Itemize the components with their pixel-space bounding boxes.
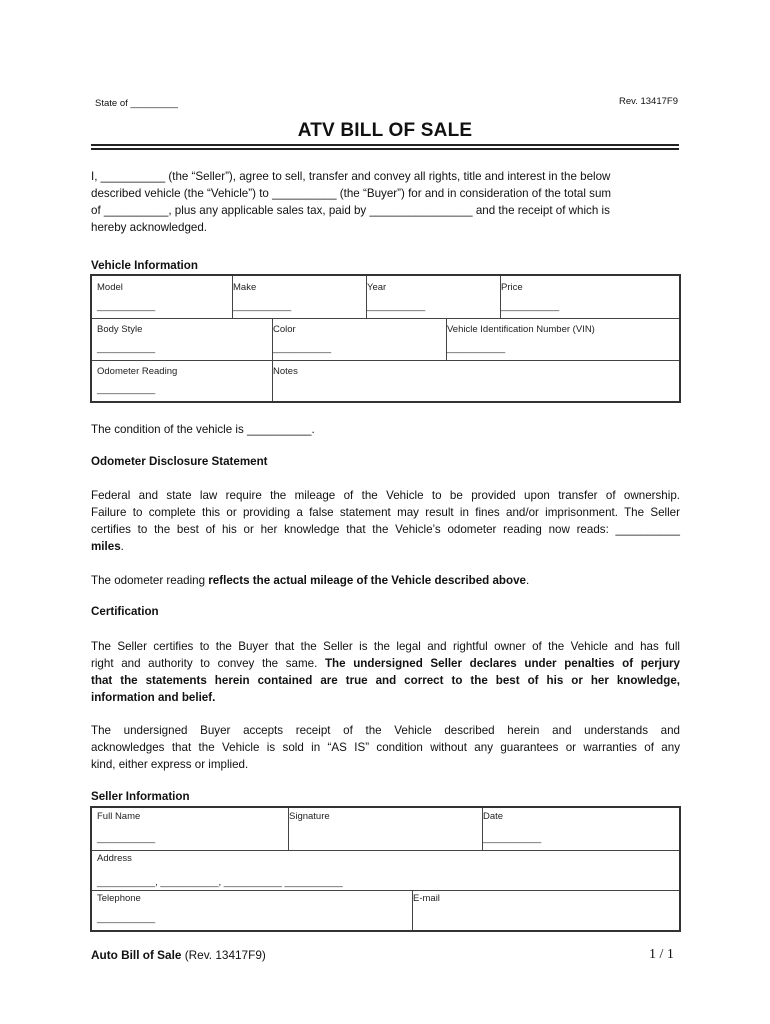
odometer-blank: ___________ xyxy=(97,384,156,395)
odometer-label: Odometer Reading xyxy=(97,366,178,377)
paragraph-line: The Seller certifies to the Buyer that the Seller is the legal and rightful owner of the Vehicle and has full xyxy=(91,640,680,653)
vehicle-info-heading: Vehicle Information xyxy=(91,259,198,272)
signature-cell[interactable] xyxy=(284,808,482,850)
paragraph-line: information and belief. xyxy=(91,691,216,704)
page-number: 1 / 1 xyxy=(649,947,674,962)
footer-title-rev: (Rev. 13417F9) xyxy=(181,948,266,962)
cert-plain: right and authority to convey the same. xyxy=(91,657,325,670)
odometer-cell[interactable] xyxy=(92,360,272,401)
reading-bold: reflects the actual mileage of the Vehicle described above xyxy=(208,574,526,587)
address-cell[interactable] xyxy=(92,850,679,890)
intro-line: described vehicle (the “Vehicle”) to __________ (the “Buyer”) for and in consideration of the total sum xyxy=(91,187,612,200)
vehicle-row-3 xyxy=(92,360,679,401)
title-rule-top xyxy=(91,144,679,146)
seller-row-2 xyxy=(92,850,679,890)
paragraph-line: Federal and state law require the mileage of the Vehicle to be provided upon transfer of ownership. xyxy=(91,489,680,502)
notes-label: Notes xyxy=(273,366,298,377)
telephone-label: Telephone xyxy=(97,893,141,904)
certification-paragraph-1 xyxy=(91,638,680,706)
make-cell[interactable] xyxy=(228,276,366,318)
intro-line: of __________, plus any applicable sales tax, paid by ________________ and the receipt of which is xyxy=(91,204,610,217)
body-style-blank: ___________ xyxy=(97,343,156,354)
vehicle-row-1 xyxy=(92,276,679,318)
title-rule-bottom xyxy=(91,148,679,150)
odometer-disclosure-heading: Odometer Disclosure Statement xyxy=(91,455,268,468)
revision-number: Rev. 13417F9 xyxy=(619,96,678,107)
price-cell[interactable] xyxy=(496,276,679,318)
paragraph-line: certifies to the best of his or her knowledge that the Vehicle’s odometer reading now reads: __________ xyxy=(91,523,680,536)
state-label: State of _________ xyxy=(95,98,178,109)
body-style-label: Body Style xyxy=(97,324,143,335)
body-style-cell[interactable] xyxy=(92,318,272,360)
year-label: Year xyxy=(367,282,387,293)
paragraph-line: The undersigned Buyer accepts receipt of the Vehicle described herein and understands and xyxy=(91,724,680,737)
color-label: Color xyxy=(273,324,296,335)
odometer-reading-statement xyxy=(91,572,529,589)
paragraph-line: Failure to complete this or providing a false statement may result in fines and/or imprisonment. The Seller xyxy=(91,506,680,519)
seller-row-3 xyxy=(92,890,679,930)
certification-paragraph-2 xyxy=(91,722,680,773)
cert-bold: The undersigned Seller declares under penalties of perjury xyxy=(324,657,680,670)
model-cell[interactable] xyxy=(92,276,232,318)
paragraph-line: acknowledges that the Vehicle is sold in “AS IS” condition without any guarantees or warranties of any xyxy=(91,741,680,754)
seller-row-1 xyxy=(92,808,679,850)
year-cell[interactable] xyxy=(362,276,500,318)
intro-line: I, __________ (the “Seller”), agree to sell, transfer and convey all rights, title and interest in the below xyxy=(91,170,611,183)
intro-line: hereby acknowledged. xyxy=(91,221,208,234)
date-cell[interactable] xyxy=(478,808,679,850)
full-name-cell[interactable] xyxy=(92,808,288,850)
vehicle-row-2 xyxy=(92,318,679,360)
price-label: Price xyxy=(501,282,523,293)
paragraph-line: that the statements herein contained are true and correct to the best of his or her knowledge, xyxy=(91,674,680,687)
miles-text: miles xyxy=(91,540,121,553)
paragraph-line xyxy=(91,655,680,672)
make-blank: ___________ xyxy=(233,301,292,312)
paragraph-line xyxy=(91,538,680,555)
color-cell[interactable] xyxy=(268,318,446,360)
footer-document-title xyxy=(91,948,266,962)
condition-statement: The condition of the vehicle is __________. xyxy=(91,423,315,436)
color-blank: ___________ xyxy=(273,343,332,354)
year-blank: ___________ xyxy=(367,301,426,312)
date-blank: ___________ xyxy=(483,833,542,844)
reading-prefix: The odometer reading xyxy=(91,574,209,587)
miles-period: . xyxy=(120,540,124,553)
footer-title-bold: Auto Bill of Sale xyxy=(91,948,182,962)
model-blank: ___________ xyxy=(97,301,156,312)
vin-label: Vehicle Identification Number (VIN) xyxy=(447,324,595,335)
make-label: Make xyxy=(233,282,257,293)
intro-paragraph xyxy=(91,168,681,236)
full-name-blank: ___________ xyxy=(97,833,156,844)
seller-info-heading: Seller Information xyxy=(91,790,190,803)
telephone-cell[interactable] xyxy=(92,890,412,930)
model-label: Model xyxy=(97,282,123,293)
odometer-disclosure-paragraph xyxy=(91,487,680,555)
telephone-blank: ___________ xyxy=(97,913,156,924)
price-blank: ___________ xyxy=(501,301,560,312)
reading-suffix: . xyxy=(525,574,530,587)
address-blank: ___________, ___________, ___________ ___________ xyxy=(97,877,343,888)
email-label: E-mail xyxy=(413,893,440,904)
seller-info-table xyxy=(90,806,681,932)
paragraph-line: kind, either express or implied. xyxy=(91,758,249,771)
certification-heading: Certification xyxy=(91,605,159,618)
full-name-label: Full Name xyxy=(97,811,141,822)
page-title: ATV BILL OF SALE xyxy=(297,120,473,141)
email-cell[interactable] xyxy=(408,890,679,930)
address-label: Address xyxy=(97,853,132,864)
vin-blank: ___________ xyxy=(447,343,506,354)
notes-cell[interactable] xyxy=(268,360,679,401)
signature-label: Signature xyxy=(289,811,330,822)
vehicle-info-table xyxy=(90,274,681,403)
date-label: Date xyxy=(483,811,504,822)
vin-cell[interactable] xyxy=(442,318,679,360)
